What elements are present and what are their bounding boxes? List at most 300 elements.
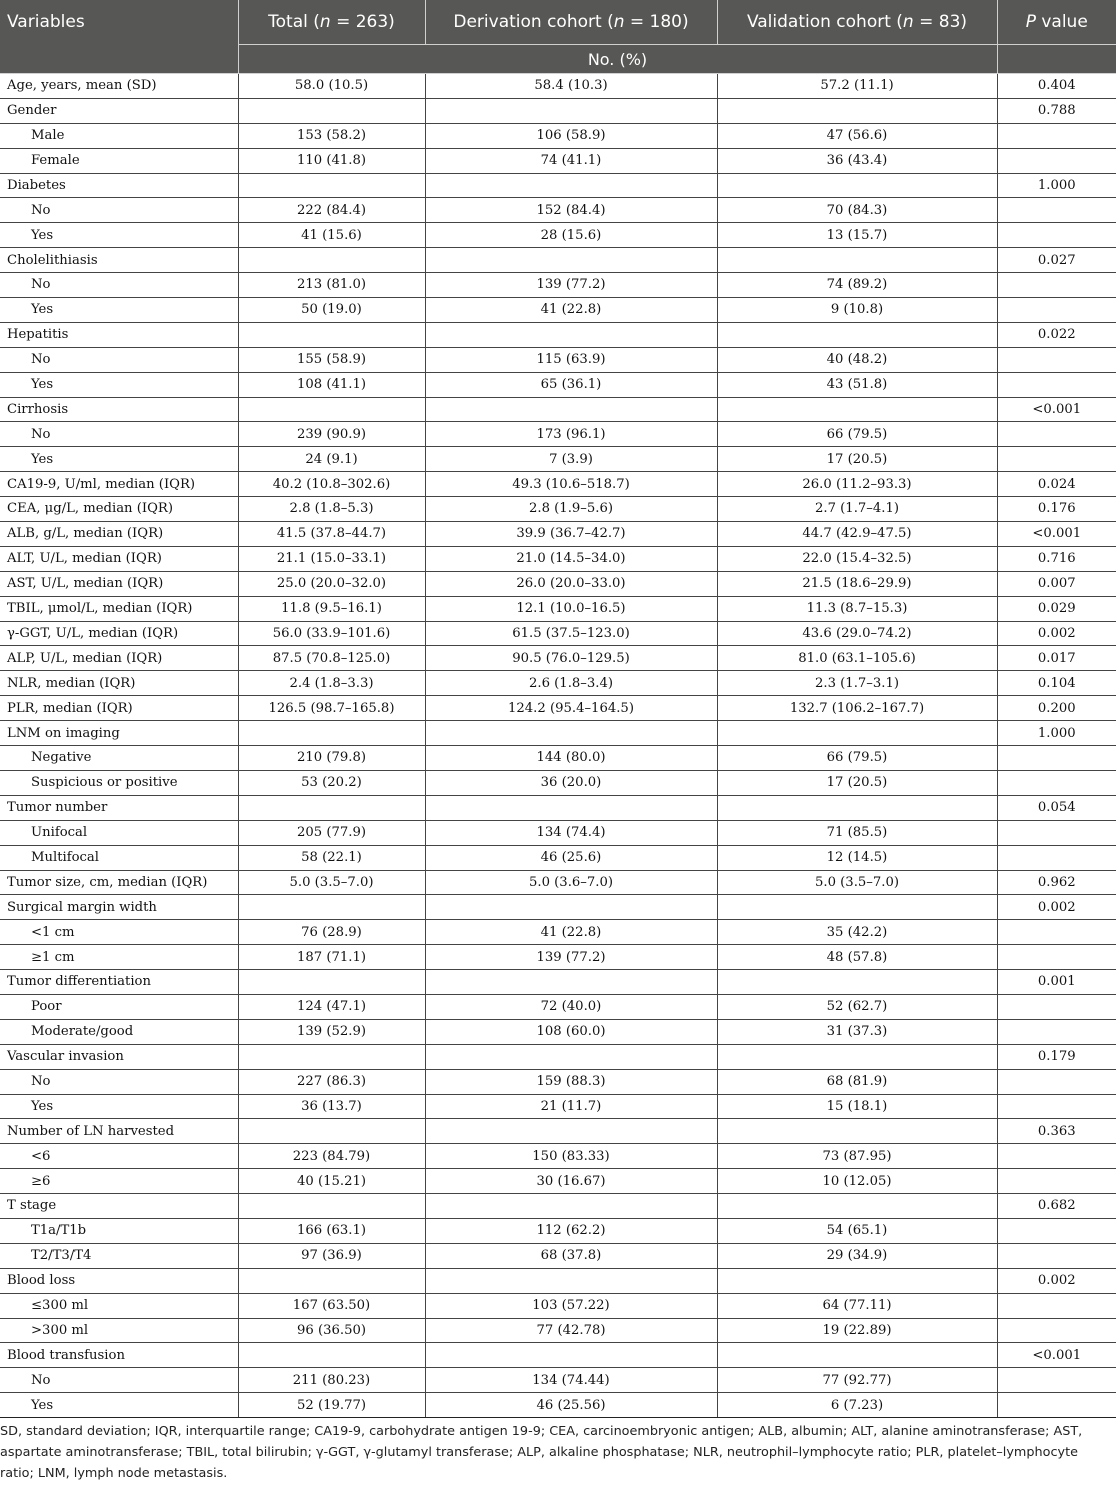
table-row [0,1268,1116,1293]
cell-p-value [997,447,1116,472]
cell-p-value: <0.001 [997,1343,1116,1368]
cell-validation: 52 (62.7) [717,994,997,1019]
cell-derivation: 90.5 (76.0–129.5) [425,646,717,671]
table-row [0,920,1116,945]
cell-validation [717,895,997,920]
cell-p-value [997,1069,1116,1094]
cell-derivation [425,1194,717,1219]
table-row [0,870,1116,895]
cell-validation: 6 (7.23) [717,1393,997,1418]
table-row [0,273,1116,298]
cell-p-value: 0.001 [997,970,1116,995]
cell-derivation: 61.5 (37.5–123.0) [425,621,717,646]
cell-total: 11.8 (9.5–16.1) [238,596,425,621]
table-row [0,721,1116,746]
table-row [0,148,1116,173]
cell-total: 21.1 (15.0–33.1) [238,546,425,571]
cell-derivation [425,721,717,746]
cell-total: 155 (58.9) [238,347,425,372]
cell-p-value: <0.001 [997,397,1116,422]
cell-p-value [997,198,1116,223]
cell-validation: 70 (84.3) [717,198,997,223]
cell-total: 108 (41.1) [238,372,425,397]
cell-validation [717,1343,997,1368]
row-label: Male [0,123,238,148]
cell-p-value: 0.788 [997,98,1116,123]
cell-derivation: 41 (22.8) [425,920,717,945]
row-label: Number of LN harvested [0,1119,238,1144]
header-total-prefix: Total ( [268,12,320,32]
table-row [0,696,1116,721]
cell-derivation [425,248,717,273]
header-derivation [425,0,717,45]
cell-total: 40.2 (10.8–302.6) [238,472,425,497]
cell-validation: 36 (43.4) [717,148,997,173]
table-row [0,571,1116,596]
row-label: ALB, g/L, median (IQR) [0,522,238,547]
cell-validation: 22.0 (15.4–32.5) [717,546,997,571]
cell-p-value: 0.024 [997,472,1116,497]
header-derivation-n: n [613,12,625,32]
row-label: Blood loss [0,1268,238,1293]
header-p-letter: P [1025,12,1036,32]
row-label: CEA, μg/L, median (IQR) [0,497,238,522]
row-label: Poor [0,994,238,1019]
cell-total: 36 (13.7) [238,1094,425,1119]
subheader-p-blank [997,45,1116,74]
table-row [0,1069,1116,1094]
cell-validation: 40 (48.2) [717,347,997,372]
cell-derivation: 112 (62.2) [425,1218,717,1243]
cell-derivation: 159 (88.3) [425,1069,717,1094]
cell-derivation: 2.8 (1.9–5.6) [425,497,717,522]
header-p-value [997,0,1116,45]
cell-derivation: 12.1 (10.0–16.5) [425,596,717,621]
table-row [0,1393,1116,1418]
cell-total [238,970,425,995]
cell-validation: 57.2 (11.1) [717,74,997,99]
table-row [0,347,1116,372]
cell-total: 76 (28.9) [238,920,425,945]
cell-derivation: 46 (25.56) [425,1393,717,1418]
row-label: Yes [0,1094,238,1119]
cell-validation [717,173,997,198]
table-row [0,845,1116,870]
cell-total: 97 (36.9) [238,1243,425,1268]
row-label: Cholelithiasis [0,248,238,273]
row-label: Moderate/good [0,1019,238,1044]
cell-validation: 64 (77.11) [717,1293,997,1318]
cell-derivation: 134 (74.44) [425,1368,717,1393]
cell-total [238,1268,425,1293]
cell-p-value: 0.029 [997,596,1116,621]
table-row [0,1094,1116,1119]
table-row [0,422,1116,447]
cell-p-value: 0.027 [997,248,1116,273]
table-row [0,770,1116,795]
table-row [0,1119,1116,1144]
cell-total: 58.0 (10.5) [238,74,425,99]
cell-total: 211 (80.23) [238,1368,425,1393]
row-label: ALT, U/L, median (IQR) [0,546,238,571]
cell-derivation: 41 (22.8) [425,298,717,323]
cell-validation: 54 (65.1) [717,1218,997,1243]
cell-validation: 66 (79.5) [717,746,997,771]
cell-derivation: 74 (41.1) [425,148,717,173]
table-row [0,74,1116,99]
cell-validation: 77 (92.77) [717,1368,997,1393]
header-validation-n: n [902,12,914,32]
header-total [238,0,425,45]
cell-validation: 12 (14.5) [717,845,997,870]
cell-p-value: 0.017 [997,646,1116,671]
cell-validation: 17 (20.5) [717,447,997,472]
cell-total: 56.0 (33.9–101.6) [238,621,425,646]
cell-p-value: 0.962 [997,870,1116,895]
cell-validation: 44.7 (42.9–47.5) [717,522,997,547]
cell-total: 139 (52.9) [238,1019,425,1044]
cell-validation [717,98,997,123]
cell-p-value: 0.200 [997,696,1116,721]
cell-p-value [997,1094,1116,1119]
table-row [0,298,1116,323]
cell-p-value [997,1368,1116,1393]
cell-p-value [997,1169,1116,1194]
cell-total: 126.5 (98.7–165.8) [238,696,425,721]
cell-p-value [997,273,1116,298]
cell-validation: 66 (79.5) [717,422,997,447]
row-label: No [0,422,238,447]
cell-p-value: 0.002 [997,895,1116,920]
row-label: No [0,198,238,223]
cell-p-value: 0.176 [997,497,1116,522]
cell-total: 25.0 (20.0–32.0) [238,571,425,596]
row-label: Unifocal [0,820,238,845]
cell-total: 205 (77.9) [238,820,425,845]
cell-derivation: 144 (80.0) [425,746,717,771]
cell-derivation: 26.0 (20.0–33.0) [425,571,717,596]
row-label: T2/T3/T4 [0,1243,238,1268]
cell-p-value [997,1393,1116,1418]
table-row [0,621,1116,646]
cell-total [238,895,425,920]
row-label: Blood transfusion [0,1343,238,1368]
cell-validation: 31 (37.3) [717,1019,997,1044]
row-label: Yes [0,1393,238,1418]
cell-validation: 47 (56.6) [717,123,997,148]
cell-p-value: 0.404 [997,74,1116,99]
table-row [0,1019,1116,1044]
cell-validation: 73 (87.95) [717,1144,997,1169]
cell-validation: 68 (81.9) [717,1069,997,1094]
cell-derivation [425,322,717,347]
cell-derivation [425,98,717,123]
header-row [0,0,1116,45]
cell-validation [717,795,997,820]
cell-derivation: 68 (37.8) [425,1243,717,1268]
cell-validation: 35 (42.2) [717,920,997,945]
cell-total [238,721,425,746]
cell-derivation: 106 (58.9) [425,123,717,148]
table-row [0,223,1116,248]
cell-p-value [997,223,1116,248]
cell-derivation: 30 (16.67) [425,1169,717,1194]
table-row [0,1144,1116,1169]
cell-p-value: 0.716 [997,546,1116,571]
cell-total: 24 (9.1) [238,447,425,472]
row-label: Surgical margin width [0,895,238,920]
cell-validation: 43 (51.8) [717,372,997,397]
cell-p-value [997,746,1116,771]
cell-derivation: 46 (25.6) [425,845,717,870]
row-label: PLR, median (IQR) [0,696,238,721]
cell-p-value [997,1243,1116,1268]
cell-p-value [997,945,1116,970]
table-row [0,1368,1116,1393]
cell-total: 223 (84.79) [238,1144,425,1169]
cell-derivation: 21 (11.7) [425,1094,717,1119]
cell-validation [717,397,997,422]
row-label: Tumor size, cm, median (IQR) [0,870,238,895]
row-label: Gender [0,98,238,123]
cell-total: 124 (47.1) [238,994,425,1019]
cell-total: 222 (84.4) [238,198,425,223]
cell-total [238,322,425,347]
table-row [0,671,1116,696]
cell-derivation: 7 (3.9) [425,447,717,472]
cell-total: 58 (22.1) [238,845,425,870]
header-derivation-suffix: = 180) [624,12,689,32]
cell-p-value: 0.007 [997,571,1116,596]
cell-derivation: 124.2 (95.4–164.5) [425,696,717,721]
cell-p-value: 0.054 [997,795,1116,820]
table-row [0,1343,1116,1368]
header-derivation-prefix: Derivation cohort ( [453,12,614,32]
cell-p-value [997,298,1116,323]
cell-derivation: 139 (77.2) [425,945,717,970]
table-row [0,248,1116,273]
cell-total: 239 (90.9) [238,422,425,447]
cell-validation [717,1119,997,1144]
cell-derivation [425,1268,717,1293]
cell-total [238,98,425,123]
row-label: Tumor differentiation [0,970,238,995]
row-label: T stage [0,1194,238,1219]
row-label: Age, years, mean (SD) [0,74,238,99]
cell-p-value: 0.179 [997,1044,1116,1069]
row-label: ALP, U/L, median (IQR) [0,646,238,671]
table-row [0,1044,1116,1069]
cell-total [238,248,425,273]
cell-derivation: 152 (84.4) [425,198,717,223]
cell-validation: 21.5 (18.6–29.9) [717,571,997,596]
cell-validation: 11.3 (8.7–15.3) [717,596,997,621]
cell-total: 110 (41.8) [238,148,425,173]
cell-validation: 48 (57.8) [717,945,997,970]
table-row [0,98,1116,123]
header-validation [717,0,997,45]
row-label: >300 ml [0,1318,238,1343]
table-row [0,198,1116,223]
header-total-suffix: = 263) [330,12,395,32]
cell-validation: 5.0 (3.5–7.0) [717,870,997,895]
cell-p-value: 0.363 [997,1119,1116,1144]
cell-total: 227 (86.3) [238,1069,425,1094]
cell-total: 41.5 (37.8–44.7) [238,522,425,547]
cell-total: 50 (19.0) [238,298,425,323]
cell-p-value [997,1218,1116,1243]
header-validation-suffix: = 83) [913,12,968,32]
cell-total: 153 (58.2) [238,123,425,148]
cell-derivation [425,397,717,422]
row-label: <1 cm [0,920,238,945]
cell-p-value: 0.002 [997,1268,1116,1293]
cell-total: 53 (20.2) [238,770,425,795]
table-row [0,646,1116,671]
cell-validation: 2.7 (1.7–4.1) [717,497,997,522]
cell-p-value: 0.002 [997,621,1116,646]
table-row [0,472,1116,497]
row-label: Diabetes [0,173,238,198]
cell-validation: 10 (12.05) [717,1169,997,1194]
table-row [0,945,1116,970]
table-row [0,1218,1116,1243]
cell-total: 213 (81.0) [238,273,425,298]
cell-derivation: 39.9 (36.7–42.7) [425,522,717,547]
cell-derivation: 77 (42.78) [425,1318,717,1343]
row-label: Cirrhosis [0,397,238,422]
cell-p-value [997,148,1116,173]
row-label: ≤300 ml [0,1293,238,1318]
cell-derivation [425,173,717,198]
cell-p-value [997,770,1116,795]
table-row [0,1169,1116,1194]
cell-validation: 26.0 (11.2–93.3) [717,472,997,497]
cell-derivation [425,970,717,995]
row-label: Negative [0,746,238,771]
cell-total: 52 (19.77) [238,1393,425,1418]
cell-validation [717,248,997,273]
cell-p-value: 1.000 [997,173,1116,198]
subheader-no-percent: No. (%) [238,45,997,74]
cell-derivation: 72 (40.0) [425,994,717,1019]
table-row [0,895,1116,920]
cell-p-value: <0.001 [997,522,1116,547]
cell-derivation: 103 (57.22) [425,1293,717,1318]
cell-derivation: 58.4 (10.3) [425,74,717,99]
table-header [0,0,1116,74]
cell-derivation: 28 (15.6) [425,223,717,248]
cell-total [238,1343,425,1368]
cell-validation: 9 (10.8) [717,298,997,323]
table-row [0,994,1116,1019]
row-label: T1a/T1b [0,1218,238,1243]
cell-p-value [997,994,1116,1019]
row-label: ≥6 [0,1169,238,1194]
table-row [0,497,1116,522]
cell-validation: 132.7 (106.2–167.7) [717,696,997,721]
table-row [0,596,1116,621]
cell-total: 187 (71.1) [238,945,425,970]
cell-derivation: 115 (63.9) [425,347,717,372]
table-row [0,397,1116,422]
cell-derivation: 173 (96.1) [425,422,717,447]
cell-p-value [997,1318,1116,1343]
cell-total: 166 (63.1) [238,1218,425,1243]
row-label: Hepatitis [0,322,238,347]
row-label: Suspicious or positive [0,770,238,795]
cell-p-value [997,1019,1116,1044]
row-label: Multifocal [0,845,238,870]
cell-p-value: 1.000 [997,721,1116,746]
cell-total: 167 (63.50) [238,1293,425,1318]
table-row [0,123,1116,148]
cell-derivation: 2.6 (1.8–3.4) [425,671,717,696]
cell-total [238,1119,425,1144]
cell-derivation [425,795,717,820]
header-validation-prefix: Validation cohort ( [746,12,903,32]
header-p-rest: value [1035,12,1088,32]
table-body [0,74,1116,1418]
row-label: NLR, median (IQR) [0,671,238,696]
cell-derivation: 139 (77.2) [425,273,717,298]
cell-p-value: 0.682 [997,1194,1116,1219]
cell-total: 2.4 (1.8–3.3) [238,671,425,696]
table-row [0,173,1116,198]
table-row [0,546,1116,571]
cell-total: 40 (15.21) [238,1169,425,1194]
row-label: γ-GGT, U/L, median (IQR) [0,621,238,646]
cell-p-value: 0.104 [997,671,1116,696]
cell-validation: 43.6 (29.0–74.2) [717,621,997,646]
cell-validation: 74 (89.2) [717,273,997,298]
row-label: No [0,1069,238,1094]
table-row [0,1293,1116,1318]
cell-validation [717,1268,997,1293]
cell-p-value [997,347,1116,372]
cell-p-value [997,123,1116,148]
cell-total [238,397,425,422]
cell-validation [717,1194,997,1219]
cell-total: 87.5 (70.8–125.0) [238,646,425,671]
cell-validation [717,1044,997,1069]
cell-p-value [997,845,1116,870]
row-label: LNM on imaging [0,721,238,746]
header-total-n: n [319,12,331,32]
cell-validation: 15 (18.1) [717,1094,997,1119]
cell-derivation: 65 (36.1) [425,372,717,397]
table-row [0,970,1116,995]
row-label: Yes [0,372,238,397]
table-footnote: SD, standard deviation; IQR, interquartile range; CA19-9, carbohydrate antigen 19-9; CEA, carcinoembryonic antigen; ALB, albumin; ALT, alanine aminotransferase; AST, aspartate aminotransferase; TBIL, total bilirubin; γ-GGT, γ-glutamyl transferase; ALP, alkaline phosphatase; NLR, neutrophil–lymphocyte ratio; PLR, platelet–lymphocyte ratio; LNM, lymph node metastasis. [0,1424,1083,1482]
cell-total: 210 (79.8) [238,746,425,771]
cell-validation: 13 (15.7) [717,223,997,248]
cell-derivation: 134 (74.4) [425,820,717,845]
cell-total: 2.8 (1.8–5.3) [238,497,425,522]
cell-p-value [997,920,1116,945]
cell-p-value [997,1293,1116,1318]
row-label: CA19-9, U/ml, median (IQR) [0,472,238,497]
cell-derivation: 49.3 (10.6–518.7) [425,472,717,497]
cell-validation: 2.3 (1.7–3.1) [717,671,997,696]
table-row [0,322,1116,347]
cell-derivation [425,895,717,920]
cell-derivation: 5.0 (3.6–7.0) [425,870,717,895]
cell-total [238,1194,425,1219]
cell-derivation: 36 (20.0) [425,770,717,795]
row-label: <6 [0,1144,238,1169]
table-row [0,1194,1116,1219]
